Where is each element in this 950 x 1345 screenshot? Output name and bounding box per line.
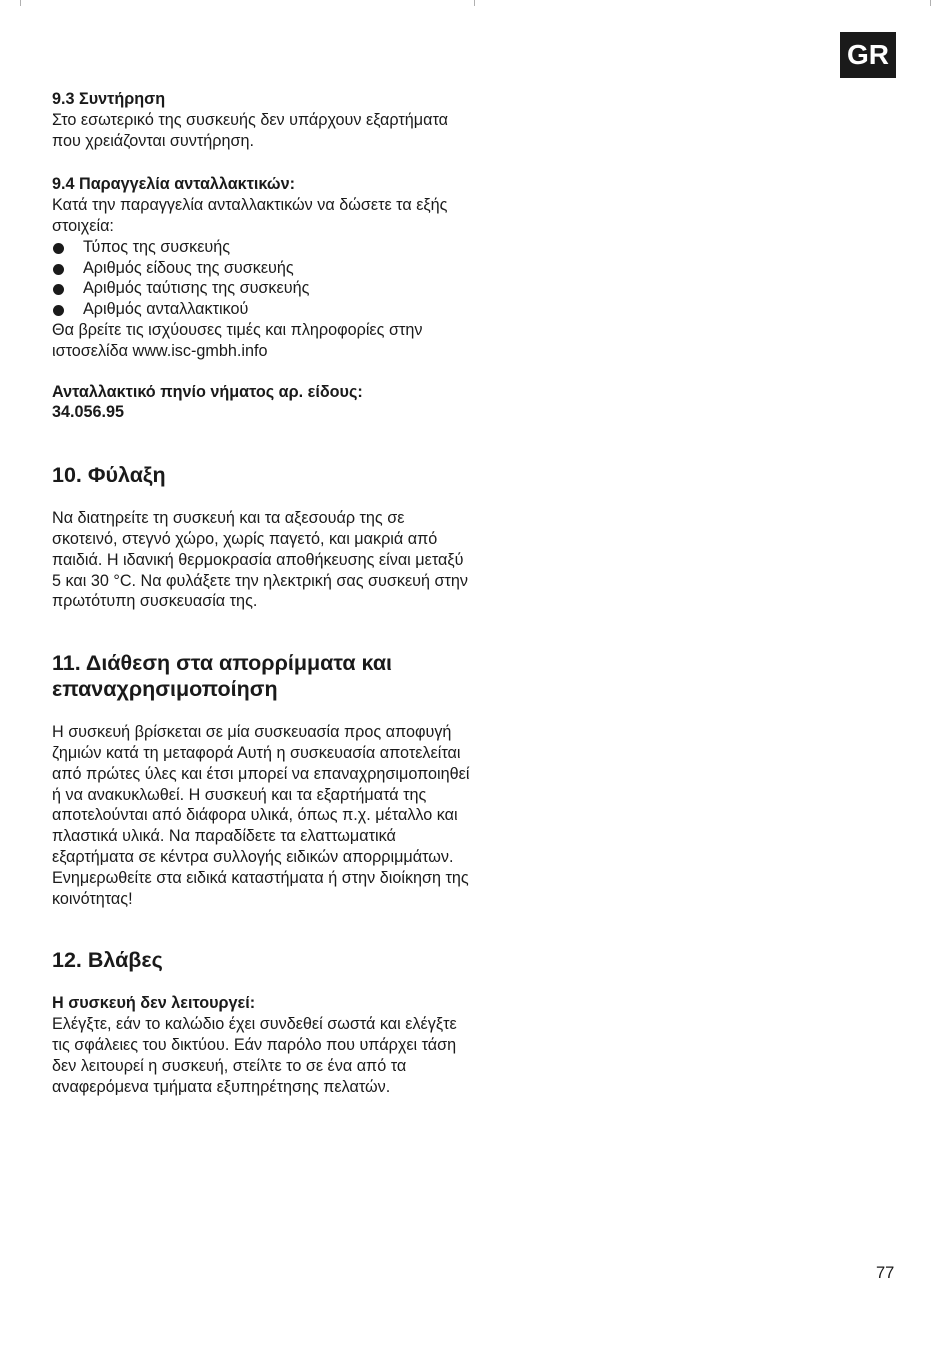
bullet-icon [53, 243, 64, 254]
bullet-icon [53, 264, 64, 275]
list-item: Αριθμός είδους της συσκευής [52, 258, 472, 279]
section-9-4-heading: 9.4 Παραγγελία ανταλλακτικών: [52, 175, 295, 194]
spare-part-number: 34.056.95 [52, 403, 125, 422]
list-item: Αριθμός ταύτισης της συσκευής [52, 278, 472, 299]
crop-mark-top-center [474, 0, 475, 6]
section-11-heading: 11. Διάθεση στα απορρίμματα και επαναχρησιμοποίηση [52, 651, 393, 702]
list-item: Τύπος της συσκευής [52, 237, 472, 258]
bullet-icon [53, 305, 64, 316]
crop-mark-top-left [20, 0, 21, 6]
spare-part-label: Ανταλλακτικό πηνίο νήματος αρ. είδους: [52, 382, 363, 401]
section-12-text: Ελέγξτε, εάν το καλώδιο έχει συνδεθεί σωστά και ελέγξτε τις σφάλειες του δικτύου. Εάν παρόλο που υπάρχει τάση δεν λειτουρεί η συσκευή, στείλτε το σε ένα από τα αναφερόμενα τμήματα εξυπηρέτησης πελατών. [52, 1015, 457, 1096]
bullet-icon [53, 284, 64, 295]
page-number: 77 [876, 1264, 895, 1282]
page-content [52, 89, 472, 1097]
crop-mark-top-right [930, 0, 931, 6]
required-info-list [52, 237, 472, 320]
section-9-3-text: Στο εσωτερικό της συσκευής δεν υπάρχουν εξαρτήματα που χρειάζονται συντήρηση. [52, 110, 448, 150]
section-9-4-outro: Θα βρείτε τις ισχύουσες τιμές και πληροφορίες στην ιστοσελίδα www.isc-gmbh.info [52, 320, 423, 360]
section-9-4-intro: Κατά την παραγγελία ανταλλακτικών να δώσετε τα εξής στοιχεία: [52, 196, 448, 235]
section-12-subheading: Η συσκευή δεν λειτουργεί: [52, 994, 256, 1013]
list-item: Αριθμός ανταλλακτικού [52, 299, 472, 320]
language-badge: GR [840, 32, 896, 78]
section-9-3-heading: 9.3 Συντήρηση [52, 90, 166, 108]
section-12-heading: 12. Βλάβες [52, 948, 163, 973]
section-10-text: Να διατηρείτε τη συσκευή και τα αξεσουάρ της σε σκοτεινό, στεγνό χώρο, χωρίς παγετό, και μακριά από παιδιά. Η ιδανική θερμοκρασία αποθήκευσης είναι μεταξύ 5 και 30 °C. Να φυλάξετε την ηλεκτρική σας συσκευή στην πρωτότυπη συσκευασία της. [52, 509, 468, 611]
section-10-heading: 10. Φύλαξη [52, 463, 166, 488]
section-11-text: Η συσκευή βρίσκεται σε μία συσκευασία προς αποφυγή ζημιών κατά τη μεταφορά Αυτή η συσκευασία αποτελείται από πρώτες ύλες και έτσι μπορεί να επαναχρησιμοποιηθεί ή να ανακυκλωθεί. Η συσκευή και τα εξαρτήματά της αποτελούνται από διάφορα υλικά, όπως π.χ. μέταλλο και πλαστικά υλικά. Να παραδίδετε τα ελαττωματικά εξαρτήματα σε κέντρα συλλογής ειδικών απορριμμάτων. Ενημερωθείτε στα ειδικά καταστήματα ή στην διοίκηση της κοινότητας! [52, 723, 470, 908]
